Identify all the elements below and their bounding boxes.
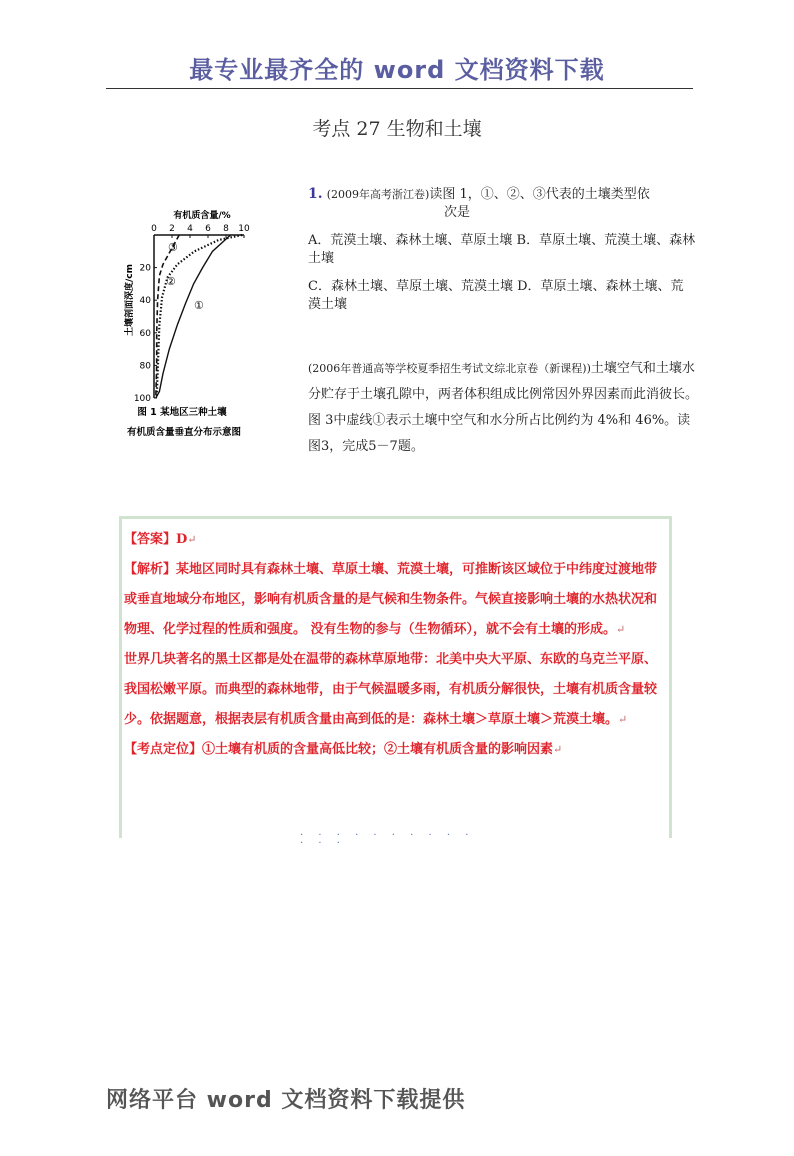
analysis-paragraph-two	[124, 645, 667, 735]
curve-series-1	[156, 235, 231, 398]
y-tick-label: 80	[139, 361, 151, 372]
location-tag: 【考点定位】	[124, 742, 203, 757]
y-tick-label: 100	[133, 394, 151, 404]
soil-organic-matter-figure	[112, 205, 272, 445]
curve-label-1: ①	[194, 299, 204, 312]
question-1	[308, 185, 696, 314]
curve-label-2: ②	[166, 275, 176, 288]
return-mark: ↵	[616, 623, 626, 636]
location-line	[124, 735, 667, 765]
x-axis-title: 有机质含量/%	[173, 211, 231, 221]
return-mark: ↵	[553, 743, 563, 756]
y-tick-label: 40	[139, 296, 151, 307]
options-ab	[308, 232, 696, 268]
question-1-stem-part2: 次是	[443, 205, 470, 220]
curve-label-3: ③	[168, 241, 178, 254]
analysis-text: 某地区同时具有森林土壤、草原土壤、荒漠土壤，可推断该区域位于中纬度过渡地带或垂直地域分布地区，影响有机质含量的是气候和生物条件。气候直接影响土壤的水热状况和物理、化学过程的性质和强度。 没有生物的参与（生物循环），就不会有土壤的形成。	[124, 562, 658, 637]
question-group-text: 壤空气和土壤水分贮存于土壤孔隙中，两者体积组成比例常因外界因素而此消彼长。图 3中虚线①表示土壤中空气和水分所占比例约为 4%和 46%。读图3，完成5－7题。	[308, 361, 699, 454]
question-group-source: (2006年普通高等学校夏季招生考试文综北京卷（新课程))	[308, 362, 591, 375]
question-group-intro	[308, 356, 698, 460]
option-a: A．荒漠土壤、森林土壤、草原土壤	[308, 233, 513, 248]
curves	[156, 235, 242, 398]
paragraph-two-text: 世界几块著名的黑土区都是处在温带的森林草原地带：北美中央大平原、东欧的乌克兰平原、我国松嫩平原。而典型的森林地带，由于气候温暖多雨，有机质分解很快，土壤有机质含量较少。依据题意，根据表层有机质含量由高到低的是：森林土壤＞草原土壤＞荒漠土壤。	[124, 652, 658, 727]
return-mark: ↵	[187, 533, 197, 546]
clipped-text-fragment: · · · · · · · · · · · · ·	[300, 830, 475, 849]
answer-tag: 【答案】	[124, 532, 177, 547]
question-1-number: 1	[308, 186, 318, 202]
answer-line	[124, 525, 667, 555]
analysis-paragraph	[124, 555, 667, 645]
question-1-source: (2009年高考浙江卷)	[326, 188, 430, 201]
x-tick-label: 8	[223, 224, 229, 234]
figure-caption-line2: 有机质含量垂直分布示意图	[126, 427, 242, 438]
x-tick-label: 4	[187, 224, 193, 234]
x-tick-label: 0	[151, 224, 157, 234]
figure-caption-line1: 图 1 某地区三种土壤	[137, 407, 227, 418]
question-1-stem: 1. (2009年高考浙江卷)读图 1，①、②、③代表的土壤类型依 次是	[308, 185, 696, 222]
option-d: D．草原土壤、森林土壤、荒漠土壤	[308, 279, 684, 312]
page-title: 考点 27 生物和土壤	[312, 118, 482, 140]
x-tick-label: 2	[169, 224, 175, 234]
options-cd	[308, 278, 696, 314]
answer-box	[119, 516, 672, 849]
answer-value: D	[176, 532, 188, 547]
question-group-text-first: 土	[590, 361, 604, 376]
analysis-tag: 【解析】	[124, 562, 177, 577]
location-text: ①土壤有机质的含量高低比较；②土壤有机质含量的影响因素	[202, 742, 554, 757]
header-banner: 最专业最齐全的 word 文档资料下载	[189, 56, 605, 84]
curve-series-3	[156, 235, 179, 398]
footer-banner: 网络平台 word 文档资料下载提供	[106, 1088, 466, 1113]
x-tick-label: 6	[205, 224, 211, 234]
y-tick-label: 60	[139, 328, 151, 339]
x-tick-label: 10	[238, 224, 250, 234]
y-axis-title: 土壤剖面深度/cm	[125, 263, 135, 337]
curve-series-2	[157, 235, 243, 398]
question-1-stem-part1: 读图 1，①、②、③代表的土壤类型依	[429, 187, 650, 202]
return-mark: ↵	[618, 713, 628, 726]
option-c: C．森林土壤、草原土壤、荒漠土壤	[308, 279, 513, 294]
option-b: B．草原土壤、荒漠土壤、森林土壤	[308, 233, 696, 266]
y-tick-label: 20	[139, 263, 151, 274]
header-divider	[106, 88, 693, 89]
